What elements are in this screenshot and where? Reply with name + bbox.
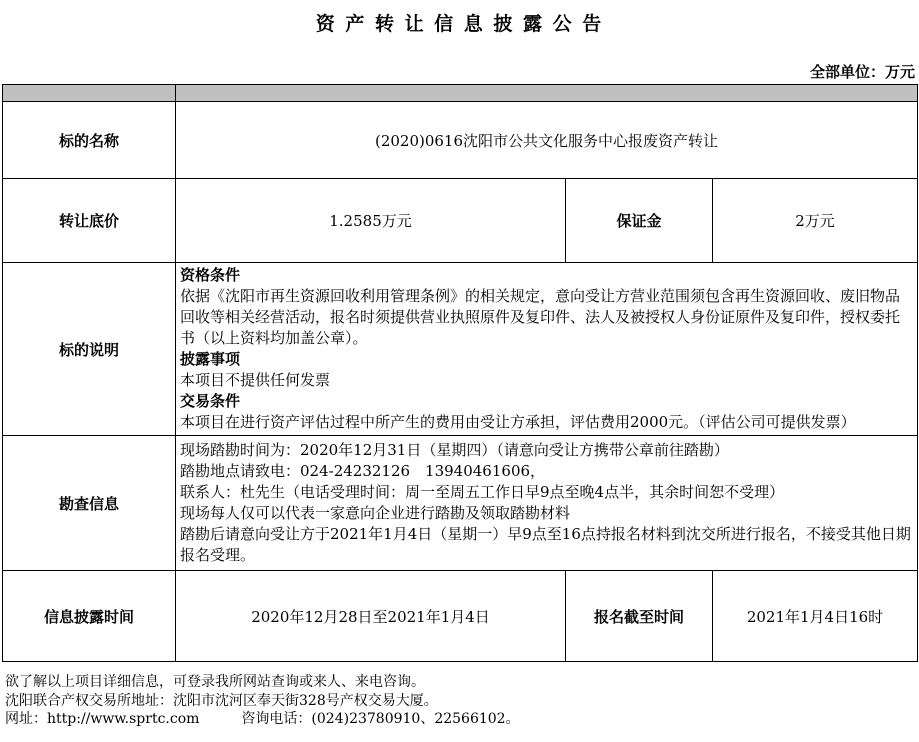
trade-conditions-heading: 交易条件 bbox=[180, 392, 241, 410]
survey-line: 联系人：杜先生（电话受理时间：周一至周五工作日早9点至晚4点半，其余时间恕不受理） bbox=[180, 483, 785, 501]
subject-name-value: (2020)0616沈阳市公共文化服务中心报废资产转让 bbox=[176, 102, 918, 179]
survey-line: 现场每人仅可以代表一家意向企业进行踏勘及领取踏勘材料 bbox=[180, 504, 571, 522]
footer-website: 网址：http://www.sprtc.com bbox=[5, 711, 200, 727]
trade-conditions-body: 本项目在进行资产评估过程中所产生的费用由受让方承担，评估费用2000元。（评估公司可提供发票） bbox=[180, 413, 856, 431]
survey-line: 踏勘地点请致电：024-24232126 13940461606， bbox=[180, 462, 546, 480]
footer-note: 欲了解以上项目详细信息，可登录我所网站查询或来人、来电咨询。 bbox=[5, 674, 425, 690]
transfer-price-label: 转让底价 bbox=[3, 179, 176, 263]
survey-line: 踏勘后请意向受让方于2021年1月4日（星期一）早9点至16点持报名材料到沈交所进行报名，不接受其他日期报名受理。 bbox=[180, 525, 911, 564]
table-row bbox=[3, 102, 918, 179]
table-header-row bbox=[3, 85, 918, 102]
table-row bbox=[3, 263, 918, 436]
disclosure-items-heading: 披露事项 bbox=[180, 350, 241, 368]
unit-note: 全部单位：万元 bbox=[809, 63, 915, 81]
survey-line: 现场踏勘时间为：2020年12月31日（星期四）（请意向受让方携带公章前往踏勘） bbox=[180, 441, 729, 459]
page-title: 资 产 转 让 信 息 披 露 公 告 bbox=[315, 13, 604, 35]
footer bbox=[5, 673, 919, 729]
footer-phone: 咨询电话：(024)23780910、22566102。 bbox=[241, 711, 520, 727]
disclosure-items-body: 本项目不提供任何发票 bbox=[180, 371, 331, 389]
disclosure-period-label: 信息披露时间 bbox=[3, 571, 176, 662]
header-cell-left bbox=[3, 85, 176, 102]
disclosure-period-value: 2020年12月28日至2021年1月4日 bbox=[176, 571, 566, 662]
subject-desc-content bbox=[176, 263, 918, 436]
transfer-price-value: 1.2585万元 bbox=[176, 179, 566, 263]
deposit-value: 2万元 bbox=[713, 179, 918, 263]
deposit-label: 保证金 bbox=[566, 179, 713, 263]
table-row bbox=[3, 436, 918, 571]
registration-deadline-value: 2021年1月4日16时 bbox=[713, 571, 918, 662]
announcement-table bbox=[2, 84, 918, 662]
subject-desc-label: 标的说明 bbox=[3, 263, 176, 436]
qualification-heading: 资格条件 bbox=[180, 266, 241, 284]
survey-info-content bbox=[176, 436, 918, 571]
table-row bbox=[3, 179, 918, 263]
footer-contact bbox=[5, 710, 919, 729]
header-cell-right bbox=[176, 85, 918, 102]
subject-name-label: 标的名称 bbox=[3, 102, 176, 179]
registration-deadline-label: 报名截至时间 bbox=[566, 571, 713, 662]
table-row bbox=[3, 571, 918, 662]
qualification-body: 依据《沈阳市再生资源回收利用管理条例》的相关规定，意向受让方营业范围须包含再生资源回收、废旧物品回收等相关经营活动，报名时须提供营业执照原件及复印件、法人及被授权人身份证原件及复印件，授权委托书（以上资料均加盖公章）。 bbox=[180, 287, 901, 347]
survey-info-label: 勘查信息 bbox=[3, 436, 176, 571]
footer-address: 沈阳联合产权交易所地址：沈阳市沈河区奉天街328号产权交易大厦。 bbox=[5, 692, 438, 709]
